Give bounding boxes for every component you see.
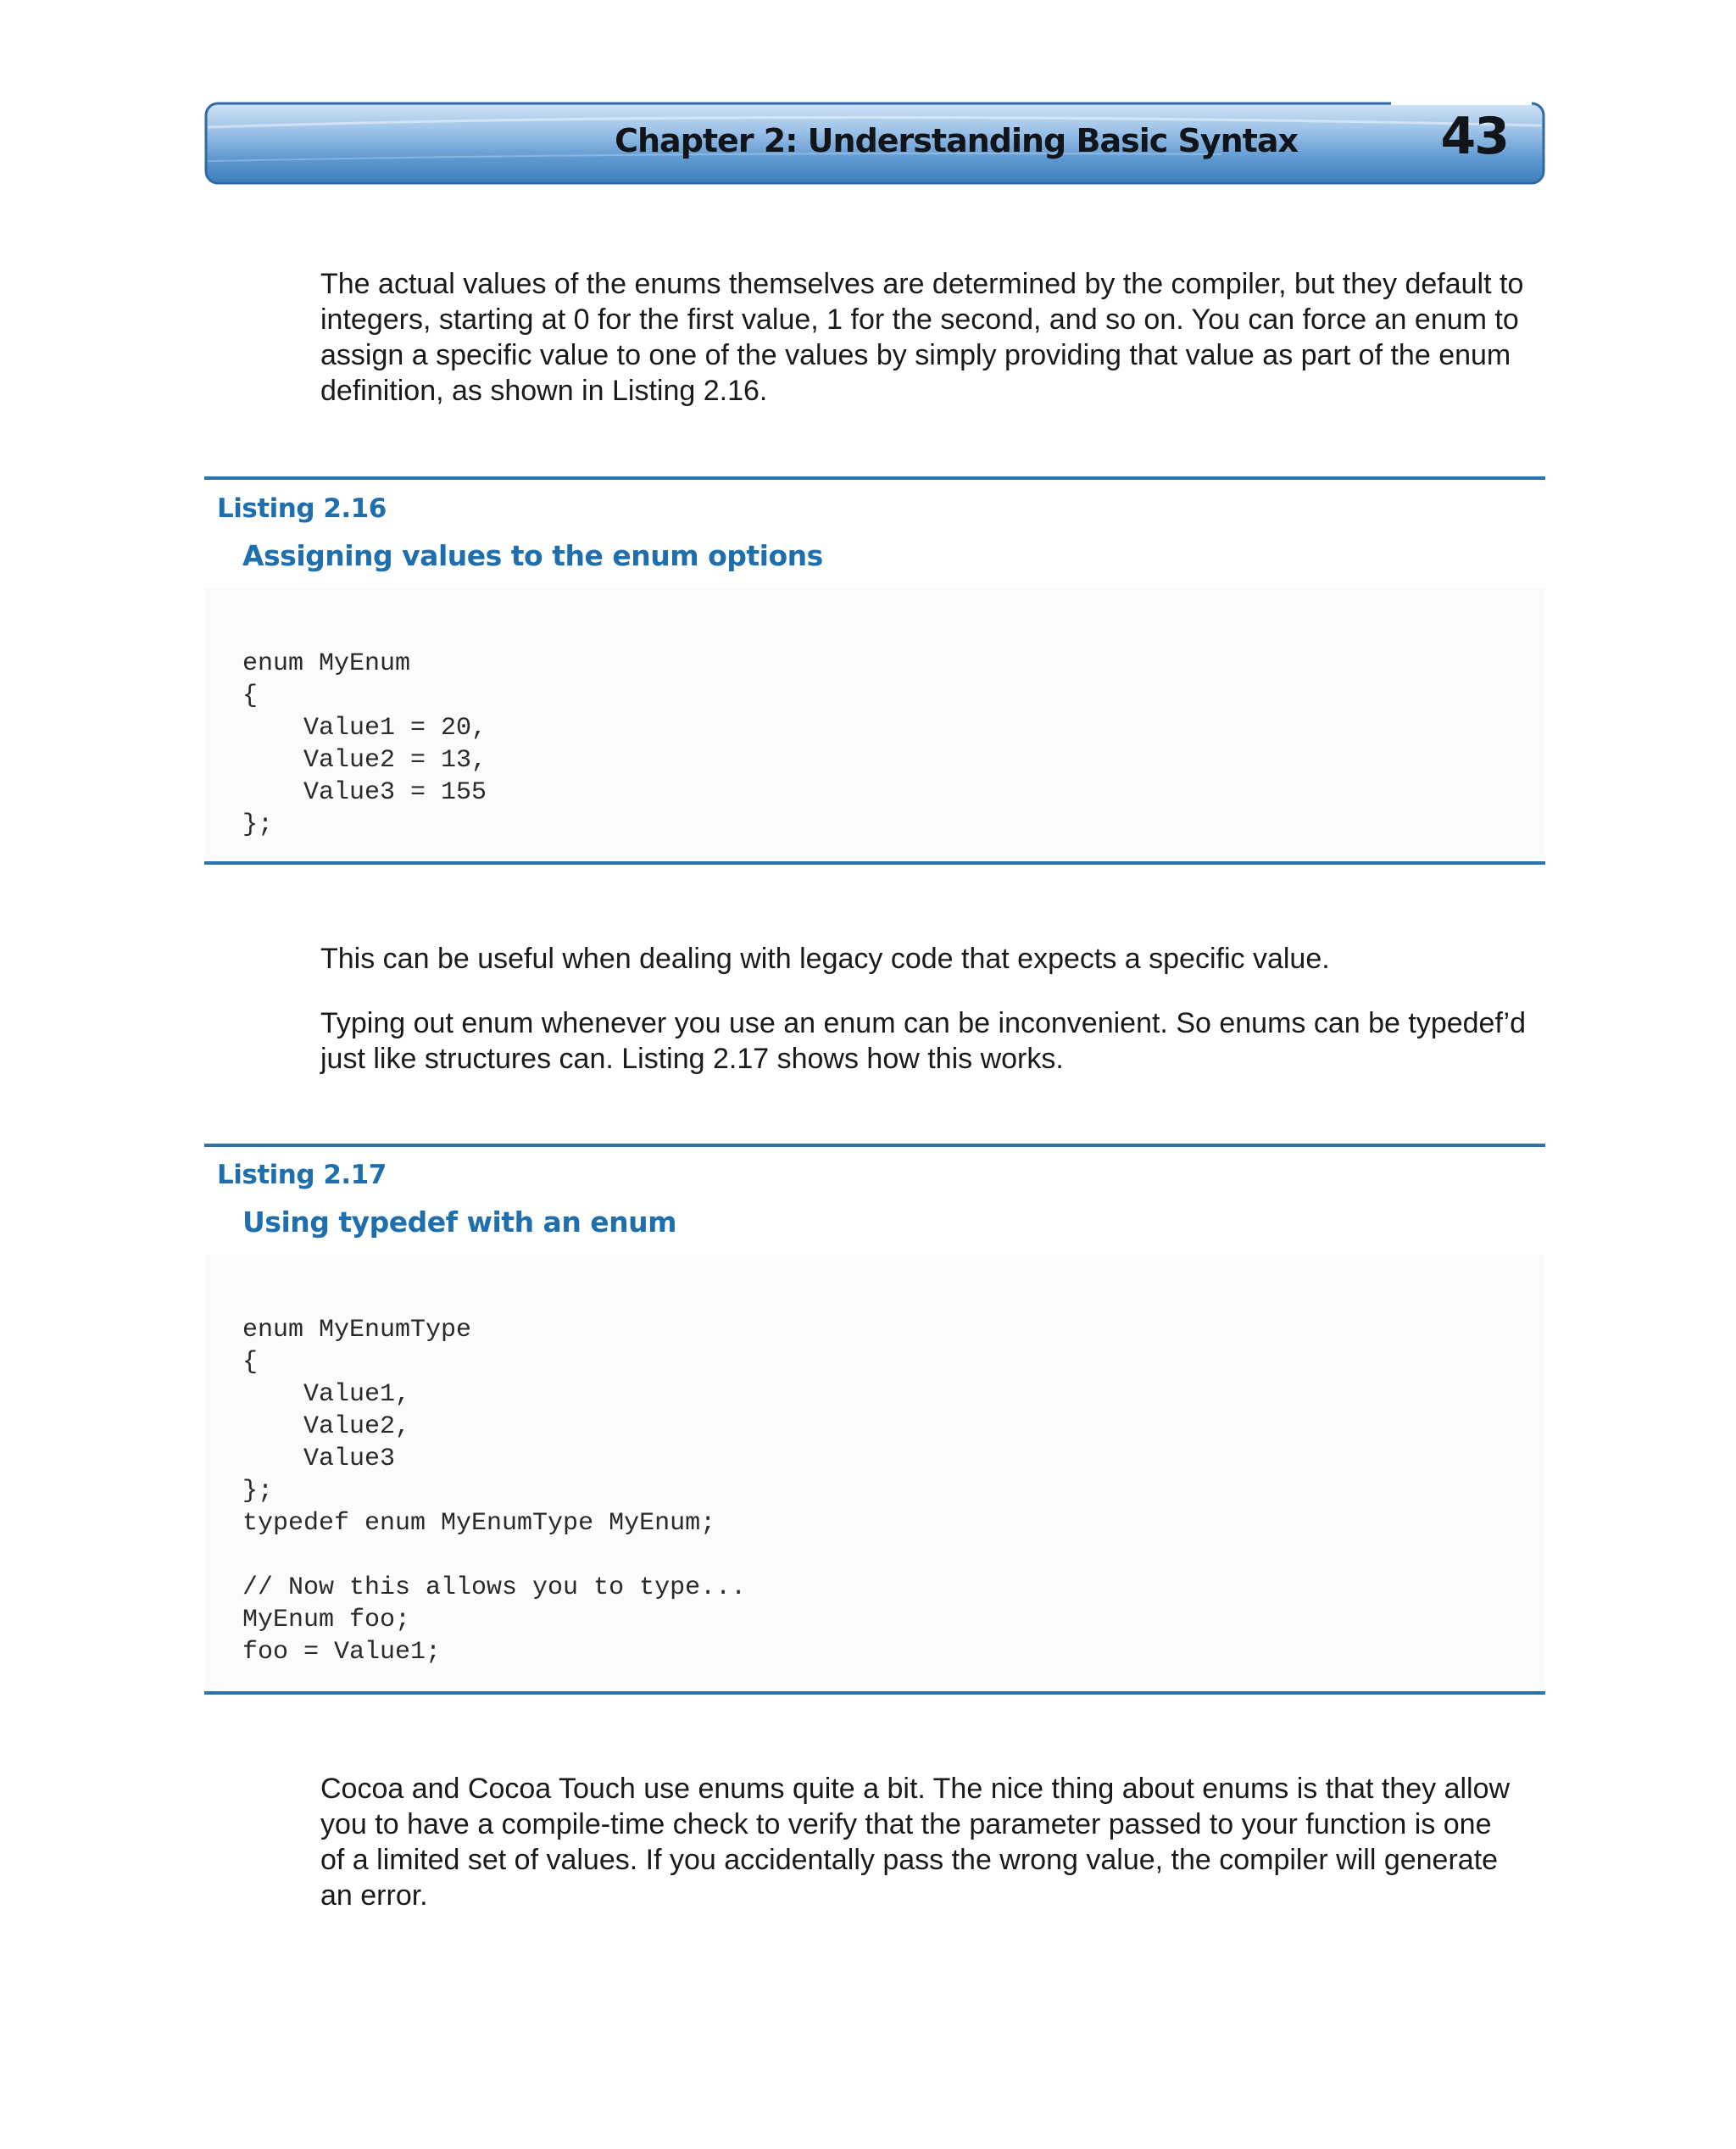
paragraph-line: assign a specific value to one of the values by simply providing that value as part of the enum [320, 339, 1511, 371]
listing-bottom-rule [204, 861, 1545, 865]
code-line: Value1, [242, 1380, 411, 1409]
listing-217-code [242, 1314, 746, 1668]
code-line: foo = Value1; [242, 1638, 442, 1667]
code-line: Value3 [242, 1445, 396, 1473]
paragraph-line: of a limited set of values. If you accidentally pass the wrong value, the compiler will generate [320, 1844, 1499, 1876]
listing-top-rule [204, 476, 1545, 480]
code-line: // Now this allows you to type... [242, 1573, 747, 1602]
listing-217-title: Using typedef with an enum [242, 1205, 677, 1239]
paragraph-line: definition, as shown in Listing 2.16. [320, 375, 768, 407]
listing-216-code [242, 648, 487, 841]
paragraph-line: Cocoa and Cocoa Touch use enums quite a bit. The nice thing about enums is that they allow [320, 1773, 1511, 1805]
paragraph-line: an error. [320, 1879, 428, 1912]
code-line: MyEnum foo; [242, 1606, 411, 1634]
intro-paragraph [320, 266, 1550, 409]
listing-top-rule [204, 1144, 1545, 1147]
code-line [242, 1539, 746, 1572]
middle-paragraph-2 [320, 1005, 1550, 1077]
running-header [204, 102, 1545, 185]
listing-216-title: Assigning values to the enum options [242, 539, 823, 572]
paragraph-line: just like structures can. Listing 2.17 shows how this works. [320, 1043, 1064, 1075]
listing-217-label: Listing 2.17 [217, 1160, 387, 1190]
paragraph-line: The actual values of the enums themselves are determined by the compiler, but they default to [320, 268, 1524, 300]
code-line: }; [242, 810, 274, 839]
paragraph-line: integers, starting at 0 for the first value, 1 for the second, and so on. You can force an enum to [320, 303, 1519, 336]
code-line: enum MyEnumType [242, 1316, 472, 1345]
paragraph-line: you to have a compile-time check to verify that the parameter passed to your function is one [320, 1808, 1492, 1840]
paragraph-line: Typing out enum whenever you use an enum can be inconvenient. So enums can be typedef’d [320, 1007, 1526, 1039]
closing-paragraph [320, 1771, 1550, 1913]
listing-bottom-rule [204, 1691, 1545, 1695]
code-line: Value2 = 13, [242, 746, 487, 775]
listing-216-label: Listing 2.16 [217, 493, 387, 524]
code-line: Value2, [242, 1412, 411, 1441]
code-line: Value3 = 155 [242, 778, 487, 807]
chapter-title: Chapter 2: Understanding Basic Syntax [615, 122, 1298, 159]
page-number: 43 [1440, 107, 1508, 166]
code-line: enum MyEnum [242, 649, 411, 678]
paragraph-line: This can be useful when dealing with legacy code that expects a specific value. [320, 943, 1330, 975]
code-line: { [242, 682, 259, 710]
code-line: typedef enum MyEnumType MyEnum; [242, 1509, 716, 1538]
middle-paragraph-1 [320, 941, 1550, 977]
code-line: { [242, 1348, 259, 1377]
code-line: }; [242, 1477, 274, 1506]
code-line: Value1 = 20, [242, 714, 487, 743]
